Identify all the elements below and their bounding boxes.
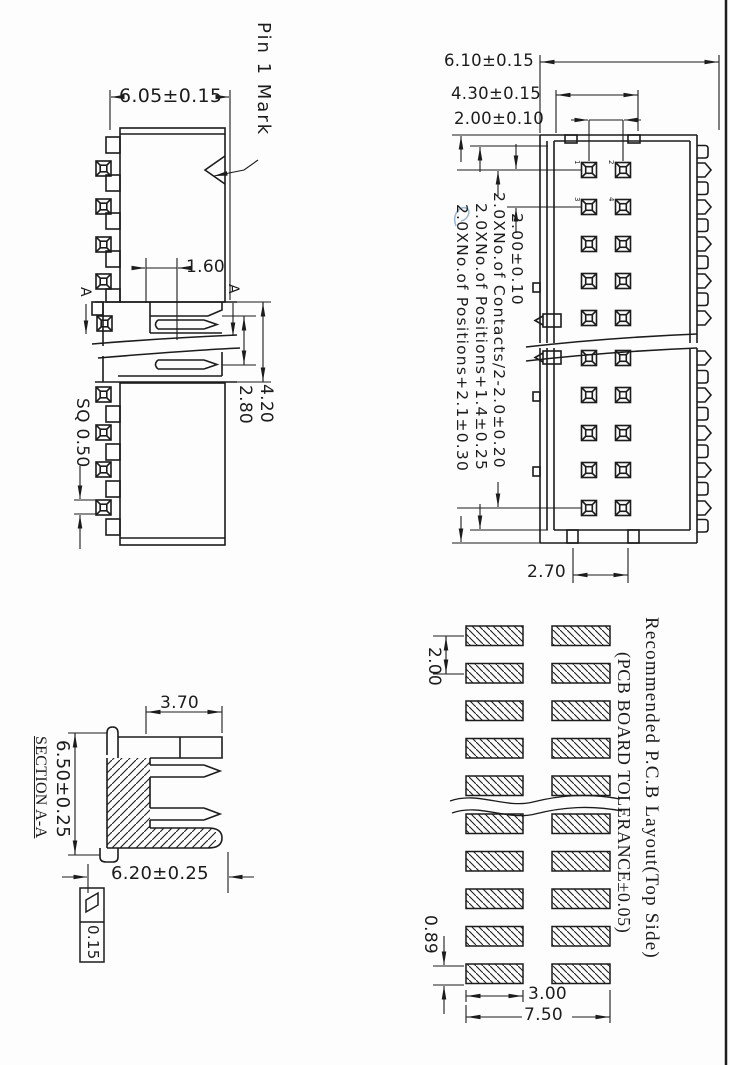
pcb-subtitle: (PCB BOARD TOLERANCE±0.05)	[614, 652, 634, 934]
pcb-view-break-lines	[450, 795, 622, 815]
dim-positions-overall: 2.0XNo.of Positions+2.1±0.30	[453, 204, 471, 473]
pin-number-4: 4	[607, 197, 615, 202]
section-title: SECTION A-A	[32, 736, 49, 839]
pin-number-2: 2	[607, 160, 615, 165]
dim-col-pitch: 2.00±0.10	[454, 109, 545, 128]
section-marker-left: A	[77, 287, 93, 297]
dim-shroud-depth: 3.70	[160, 693, 200, 713]
dim-overall-width: 6.10±0.15	[444, 51, 535, 70]
pin1-mark-label: Pin 1 Mark	[253, 22, 274, 137]
dim-row-pitch: 2.00±0.10	[508, 213, 526, 306]
dim-pin-exposed: 2.80	[235, 385, 255, 425]
pin-number-3: 3	[573, 197, 581, 202]
dim-overall-height: 6.50±0.25	[52, 740, 73, 838]
front-view-outline	[526, 135, 711, 543]
dim-contacts-span: 2.0XNo.of Contacts/2-2.0±0.20	[490, 192, 508, 469]
dim-pad-pitch: 2.00	[424, 647, 444, 687]
dim-pin-square: SQ 0.50	[72, 398, 92, 468]
dim-body-width: 6.05±0.15	[119, 85, 223, 107]
side-view-outline	[92, 128, 240, 545]
dim-pin-offset: 1.60	[186, 257, 226, 277]
dim-pad-height: 0.89	[420, 915, 440, 955]
dim-foot-offset: 2.70	[527, 562, 567, 582]
dim-shroud-width: 4.30±0.15	[451, 84, 542, 103]
section-view-outline	[100, 727, 222, 862]
dim-overall-depth: 6.20±0.25	[111, 863, 209, 884]
pcb-title: Recommended P.C.B Layout(Top Side)	[641, 617, 662, 959]
dim-pin-length: 4.20	[256, 384, 276, 424]
dim-row-span: 7.50	[524, 1005, 564, 1025]
pin-number-1: 1	[573, 160, 581, 165]
dim-positions-inner: 2.0XNo.of Positions+1.4±0.25	[472, 203, 490, 472]
dim-pad-width: 3.00	[528, 984, 568, 1004]
pcb-view-pads	[466, 626, 610, 984]
flatness-tolerance: 0.15	[84, 925, 102, 960]
section-marker-right: A	[225, 284, 241, 294]
